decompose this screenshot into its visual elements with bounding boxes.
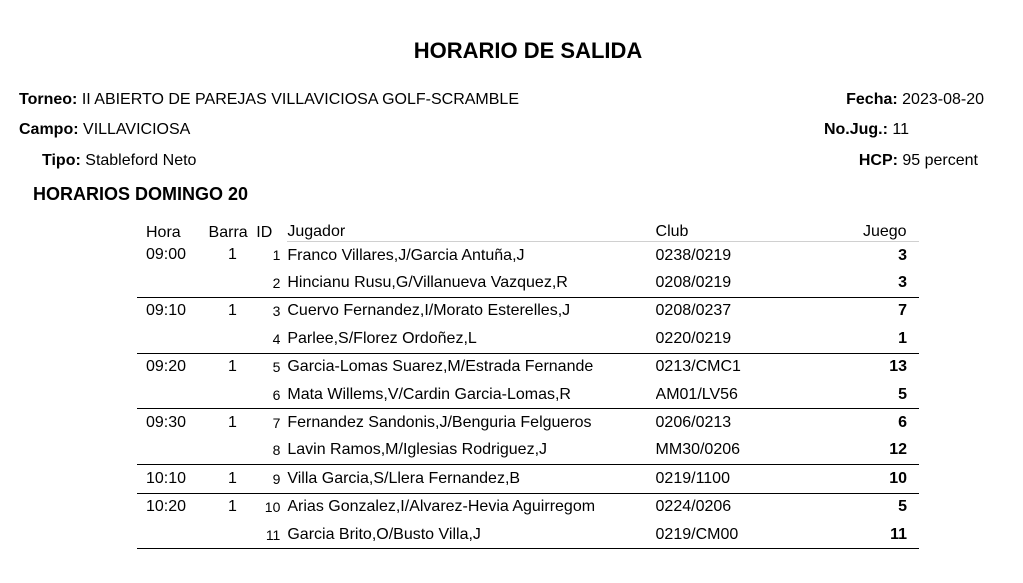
hcp-value: 95 percent	[902, 152, 978, 169]
hcp-label: HCP:	[858, 152, 898, 169]
barra-cell: 1	[227, 498, 237, 516]
hora-cell: 10:20	[146, 498, 187, 516]
club-cell: 0224/0206	[655, 498, 732, 516]
table-row	[137, 409, 919, 437]
tee-time-table	[137, 219, 919, 549]
table-row	[137, 297, 919, 325]
barra-cell	[209, 325, 257, 353]
col-hora: Hora	[146, 223, 181, 241]
id-cell: 11	[256, 521, 287, 549]
table-row	[137, 242, 919, 270]
col-club: Club	[656, 219, 863, 242]
id-cell: 8	[256, 437, 287, 465]
club-cell: 0220/0219	[656, 325, 863, 353]
barra-cell: 1	[227, 358, 237, 376]
club-cell: 0219/CM00	[656, 521, 863, 549]
table-row	[137, 381, 919, 409]
fecha-line	[846, 91, 984, 109]
jugador-cell: Mata Willems,V/Cardin Garcia-Lomas,R	[287, 381, 655, 409]
section-title: HORARIOS DOMINGO 20	[33, 184, 249, 204]
hora-cell: 09:30	[146, 414, 187, 432]
jugador-cell: Parlee,S/Florez Ordoñez,L	[287, 325, 655, 353]
col-juego: Juego	[863, 219, 919, 242]
club-cell: MM30/0206	[656, 437, 863, 465]
hora-cell: 09:00	[146, 246, 187, 264]
juego-cell: 6	[898, 414, 907, 432]
tipo-line	[42, 152, 196, 170]
barra-cell	[209, 269, 257, 297]
jugador-cell: Villa Garcia,S/Llera Fernandez,B	[287, 465, 655, 493]
nojug-value: 11	[892, 121, 909, 138]
nojug-line	[824, 121, 909, 139]
jugador-cell: Garcia-Lomas Suarez,M/Estrada Fernande	[287, 358, 594, 376]
juego-cell: 11	[863, 521, 919, 549]
club-cell: 0208/0219	[656, 269, 863, 297]
jugador-cell: Lavin Ramos,M/Iglesias Rodriguez,J	[287, 437, 655, 465]
id-cell: 10	[264, 499, 281, 516]
id-cell: 3	[272, 303, 281, 320]
club-cell: 0238/0219	[655, 246, 732, 264]
barra-cell	[209, 381, 257, 409]
hora-cell: 09:20	[146, 358, 187, 376]
hora-cell	[137, 269, 209, 297]
table-row	[137, 465, 919, 493]
campo-value: VILLAVICIOSA	[83, 121, 191, 138]
nojug-label: No.Jug.:	[823, 121, 888, 138]
id-cell: 1	[272, 247, 281, 264]
id-cell: 9	[256, 465, 287, 493]
jugador-cell: Arias Gonzalez,I/Alvarez-Hevia Aguirregom	[287, 498, 596, 516]
juego-cell: 3	[863, 269, 919, 297]
table-header-row	[137, 219, 919, 242]
barra-cell	[209, 437, 257, 465]
hora-cell	[137, 381, 209, 409]
torneo-label: Torneo:	[19, 91, 78, 108]
jugador-cell: Hincianu Rusu,G/Villanueva Vazquez,R	[287, 269, 655, 297]
barra-cell	[209, 521, 257, 549]
campo-label: Campo:	[19, 121, 79, 138]
torneo-value: II ABIERTO DE PAREJAS VILLAVICIOSA GOLF-SCRAMBLE	[81, 91, 519, 108]
club-cell: 0206/0213	[655, 414, 732, 432]
hora-cell: 09:10	[146, 302, 187, 320]
campo-line	[19, 121, 190, 139]
hcp-line	[859, 152, 978, 170]
jugador-cell: Cuervo Fernandez,I/Morato Esterelles,J	[287, 302, 571, 320]
id-cell: 2	[256, 269, 287, 297]
table-row	[137, 493, 919, 521]
table-row	[137, 521, 919, 549]
jugador-cell: Fernandez Sandonis,J/Benguria Felgueros	[287, 414, 592, 432]
hora-cell: 10:10	[137, 465, 209, 493]
jugador-cell: Franco Villares,J/Garcia Antuña,J	[287, 246, 525, 264]
hora-cell	[137, 521, 209, 549]
col-jugador: Jugador	[287, 219, 655, 242]
id-cell: 4	[256, 325, 287, 353]
juego-cell: 13	[889, 358, 907, 376]
juego-cell: 5	[863, 381, 919, 409]
club-cell: 0219/1100	[656, 465, 863, 493]
table-row	[137, 353, 919, 381]
juego-cell: 5	[898, 498, 907, 516]
col-id: ID	[256, 223, 273, 241]
id-cell: 6	[256, 381, 287, 409]
barra-cell: 1	[227, 246, 237, 264]
barra-cell: 1	[209, 465, 257, 493]
juego-cell: 10	[863, 465, 919, 493]
juego-cell: 1	[863, 325, 919, 353]
juego-cell: 3	[898, 246, 907, 264]
juego-cell: 12	[863, 437, 919, 465]
table-row	[137, 269, 919, 297]
fecha-value: 2023-08-20	[902, 91, 984, 108]
tipo-label: Tipo:	[42, 152, 81, 169]
jugador-cell: Garcia Brito,O/Busto Villa,J	[287, 521, 655, 549]
club-cell: 0213/CMC1	[655, 358, 741, 376]
hora-cell	[137, 325, 209, 353]
fecha-label: Fecha:	[846, 91, 898, 108]
hora-cell	[137, 437, 209, 465]
table-row	[137, 437, 919, 465]
table-row	[137, 325, 919, 353]
club-cell: 0208/0237	[655, 302, 732, 320]
juego-cell: 7	[898, 302, 907, 320]
barra-cell: 1	[227, 302, 237, 320]
col-barra: Barra	[208, 223, 248, 241]
barra-cell: 1	[227, 414, 237, 432]
tipo-value: Stableford Neto	[85, 152, 197, 169]
page-title: HORARIO DE SALIDA	[413, 38, 643, 63]
torneo-line	[19, 91, 519, 109]
id-cell: 7	[272, 415, 281, 432]
id-cell: 5	[272, 359, 281, 376]
club-cell: AM01/LV56	[656, 381, 863, 409]
